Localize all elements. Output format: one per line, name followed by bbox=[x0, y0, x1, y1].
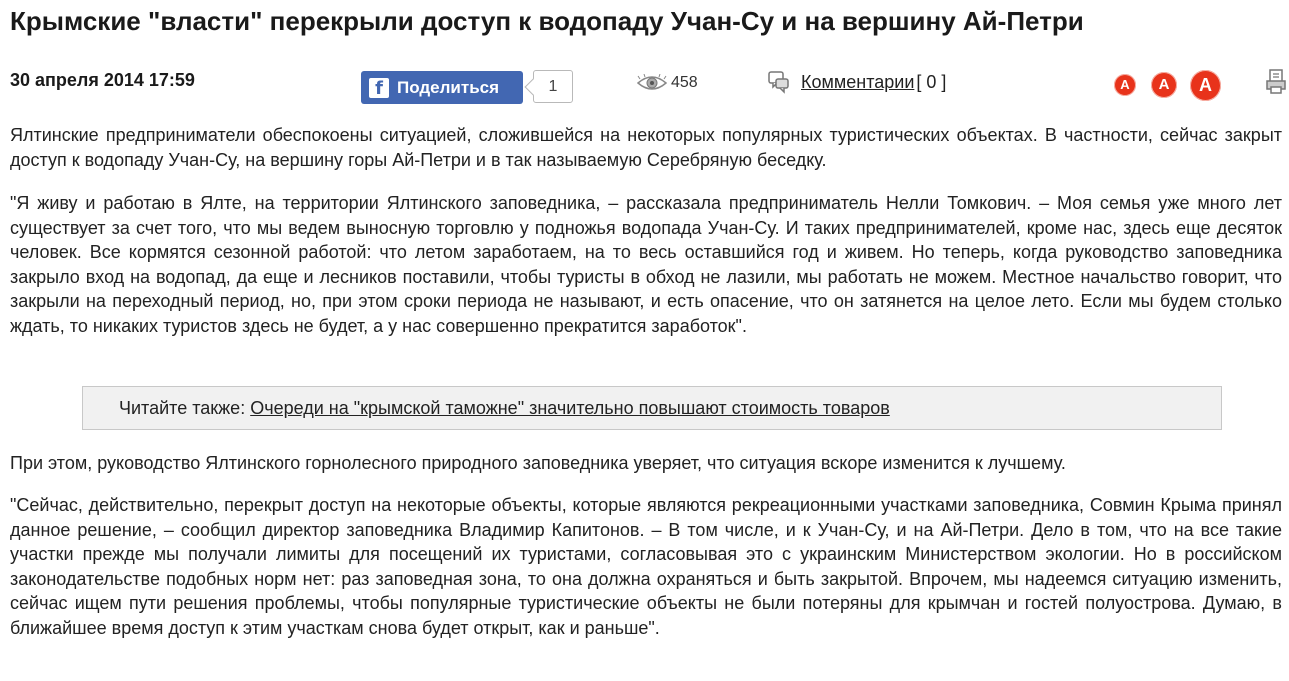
article-paragraph: Ялтинские предприниматели обеспокоены ситуацией, сложившейся на некоторых популярных туристических объектах. В частности, сейчас закрыт доступ к водопаду Учан-Су, на вершину горы Ай-Петри и в так называемую Серебряную беседку. bbox=[10, 125, 1282, 170]
article-title: Крымские "власти" перекрыли доступ к водопаду Учан-Су и на вершину Ай-Петри bbox=[10, 6, 1084, 36]
share-label: Поделиться bbox=[397, 77, 500, 97]
read-also-label: Читайте также: bbox=[119, 398, 251, 418]
font-size-medium-button[interactable]: A bbox=[1151, 72, 1177, 98]
font-size-small-button[interactable]: A bbox=[1114, 74, 1136, 96]
read-also-link[interactable]: Очереди на "крымской таможне" значительно повышают стоимость товаров bbox=[250, 398, 890, 418]
font-size-controls bbox=[1113, 68, 1223, 102]
comments-link[interactable]: Комментарии bbox=[801, 71, 915, 92]
facebook-share-button[interactable] bbox=[361, 71, 523, 104]
article-paragraph: При этом, руководство Ялтинского горнолесного природного заповедника уверяет, что ситуация вскоре изменится к лучшему. bbox=[10, 453, 1066, 473]
eye-icon bbox=[637, 74, 667, 92]
share-count: 1 bbox=[533, 70, 573, 103]
article-meta-bar bbox=[0, 62, 1289, 112]
views-count: 458 bbox=[671, 74, 698, 91]
article-paragraph: "Сейчас, действительно, перекрыт доступ на некоторые объекты, которые являются рекреационными участками заповедника, Совмин Крыма принял данное решение, – сообщил директор заповедника Владимир Капитонов. – В том числе, и к Учан-Су, и на Ай-Петри. Дело в том, что на все такие участки прежде мы получали лимиты для посещений их туристами, согласовывая это с украинским Министерством экологии. Но в российском законодательстве подобных норм нет: раз заповедная зона, то она должна охраняться и быть закрытой. Впрочем, мы надеемся ситуацию изменить, сейчас ищем пути решения проблемы, чтобы популярные туристические объекты не были потеряны для крымчан и гостей полуострова. Думаю, в ближайшее время доступ к этим участкам снова будет открыт, как и раньше". bbox=[10, 495, 1282, 638]
comments-block bbox=[767, 70, 946, 94]
article-paragraph: "Я живу и работаю в Ялте, на территории Ялтинского заповедника, – рассказала предприниматель Нелли Томкович. – Моя семья уже много лет существует за счет того, что мы ведем выносную торговлю у подножья водопада Учан-Су. И таких предпринимателей, кроме нас, здесь еще десяток человек. Все кормятся сезонной работой: что летом заработаем, на то весь оставшийся год и живем. Но теперь, когда руководство заповедника закрыло вход на водопад, да еще и лесников поставили, чтобы туристы в обход не лазили, мы работать не можем. Местное начальство говорит, что закрыли на переходный период, но, при этом сроки периода не называют, и есть опасение, что он затянется на целое лето. Если мы будем столько ждать, то никаких туристов здесь не будет, а у нас совершенно прекратится заработок". bbox=[10, 193, 1282, 336]
facebook-icon: f bbox=[369, 78, 389, 98]
article-date: 30 апреля 2014 17:59 bbox=[10, 70, 195, 90]
read-also-box bbox=[82, 386, 1222, 430]
views-counter bbox=[637, 74, 698, 92]
comment-icon bbox=[767, 70, 791, 94]
print-icon[interactable] bbox=[1266, 68, 1288, 96]
comments-count: [ 0 ] bbox=[916, 71, 947, 92]
font-size-large-button[interactable]: A bbox=[1190, 70, 1221, 101]
